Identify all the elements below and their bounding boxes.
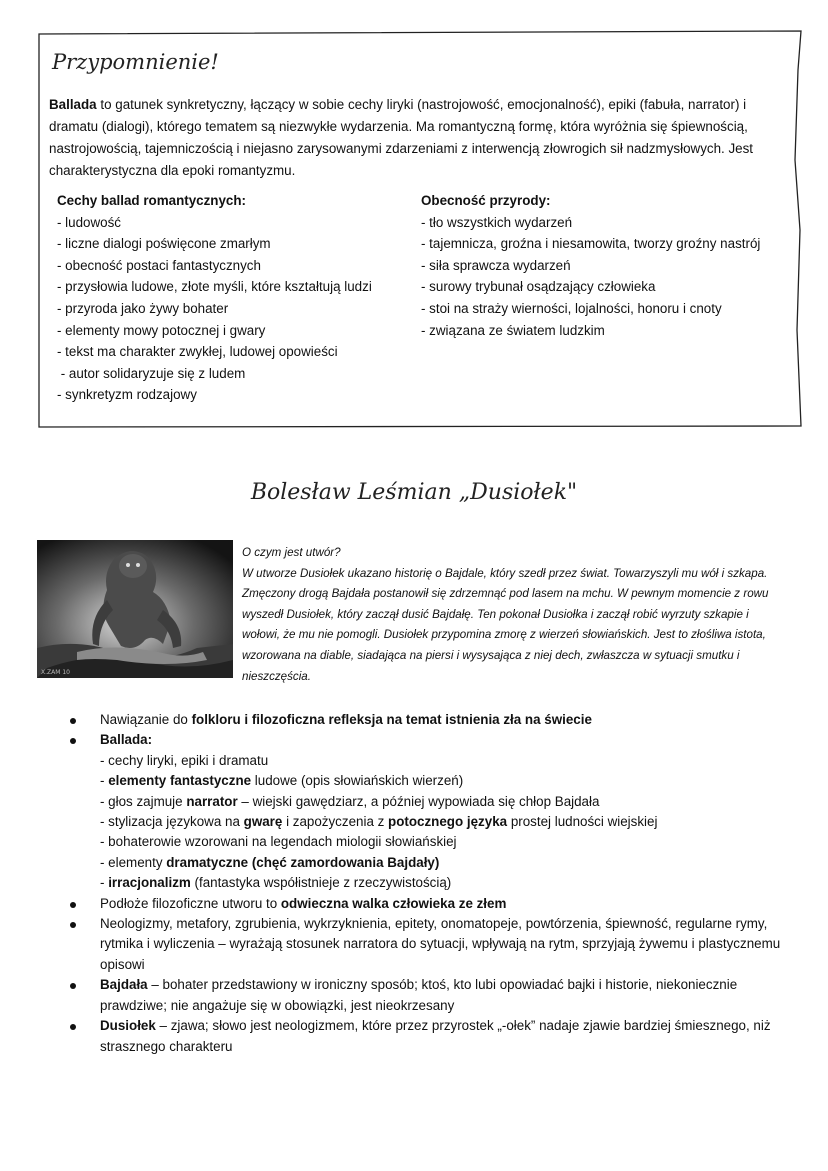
list-item: - tajemnicza, groźna i niesamowita, tworzy groźny nastrój — [421, 236, 761, 252]
reminder-box — [37, 30, 803, 428]
bullet-icon — [70, 738, 76, 744]
list-item: Bajdała – bohater przedstawiony w ironiczny sposób; ktoś, kto lubi opowiadać bajki i historie, niekoniecznie prawdziwe; nie angażuje się w obowiązki, jest nieokrzesany — [70, 975, 790, 1016]
summary-question: O czym jest utwór? — [242, 546, 341, 559]
sublist-item: - głos zajmuje narrator – wiejski gawędziarz, a później wypowiada się chłop Bajdała — [100, 793, 600, 809]
analysis-list — [70, 710, 790, 1057]
illustration-signature: X.ZAM 10 — [41, 669, 70, 676]
sublist-item: - elementy dramatyczne (chęć zamordowania Bajdały) — [100, 854, 440, 870]
text: Nawiązanie do — [100, 712, 192, 727]
list-item: - ludowość — [57, 214, 122, 230]
list-item: Dusiołek – zjawa; słowo jest neologizmem, które przez przyrostek „-ołek” nadaje zjawie bardziej śmiesznego, niż strasznego charakteru — [70, 1016, 790, 1057]
bullet-icon — [70, 1024, 76, 1030]
list-item — [70, 730, 790, 893]
list-item: - elementy mowy potocznej i gwary — [57, 322, 266, 338]
work-summary — [242, 543, 780, 687]
list-item: - przysłowia ludowe, złote myśli, które kształtują ludzi — [57, 279, 372, 295]
summary-text: W utworze Dusiołek ukazano historię o Bajdale, który szedł przez świat. Towarzyszyli mu wół i szkapa. Zmęczony drogą Bajdała postanowił się zdrzemnąć pod lasem na mchu. W pewnym momencie z rowu wyszedł Dusiołek, który zaczął dusić Bajdałę. Ten pokonał Dusiołka i zaczął robić wyrzuty szkapie i wołowi, że mu nie pomogli. Dusiołek przypomina zmorę z wierzeń słowiańskich. Jest to złośliwa istota, wzorowana na diable, siadająca na piersi i wysysająca z niej dech, zwłaszcza w sytuacji smutku i nieszczęścia. — [242, 566, 769, 683]
emphasis: Ballada: — [100, 732, 153, 748]
ballad-term: Ballada — [49, 97, 97, 112]
list-item: - tło wszystkich wydarzeń — [421, 214, 573, 230]
sublist-item: - cechy liryki, epiki i dramatu — [100, 752, 269, 768]
ballad-definition-text: to gatunek synkretyczny, łączący w sobie cechy liryki (nastrojowość, emocjonalność), epiki (fabuła, narrator) i dramatu (dialogi), którego tematem są niezwykłe wydarzenia. Ma romantyczną formę, która wyróżnia się śpiewnością, nastrojowością, tajemniczością i niejasno zarysowanymi zdarzeniami z interwencją złowrogich sił nadzmysłowych. Jest charakterystyczna dla epoki romantyzmu. — [49, 97, 754, 178]
features-list — [57, 212, 417, 406]
list-item: - przyroda jako żywy bohater — [57, 300, 229, 316]
list-item: - synkretyzm rodzajowy — [57, 387, 197, 403]
list-item: - związana ze światem ludzkim — [421, 322, 605, 338]
list-item — [70, 710, 790, 730]
list-item: - tekst ma charakter zwykłej, ludowej opowieści — [57, 344, 338, 360]
ballad-definition — [49, 94, 793, 182]
bullet-icon — [70, 922, 76, 928]
list-item: Podłoże filozoficzne utworu to odwieczna walka człowieka ze złem — [70, 894, 790, 914]
sublist-item: - bohaterowie wzorowani na legendach miologii słowiańskiej — [100, 834, 457, 850]
nature-heading: Obecność przyrody: — [421, 193, 551, 208]
bullet-icon — [70, 983, 76, 989]
bullet-icon — [70, 718, 76, 724]
work-title: Bolesław Leśmian „Dusiołek" — [250, 480, 578, 505]
list-item: - surowy trybunał osądzający człowieka — [421, 279, 656, 295]
list-item: - obecność postaci fantastycznych — [57, 257, 261, 273]
bullet-icon — [70, 902, 76, 908]
sublist-item: - irracjonalizm (fantastyka współistnieje z rzeczywistością) — [100, 875, 452, 891]
dusiolek-illustration — [37, 540, 233, 678]
sublist — [100, 751, 790, 894]
list-item: - autor solidaryzuje się z ludem — [57, 365, 246, 381]
reminder-title: Przypomnienie! — [52, 50, 219, 74]
sublist-item: - elementy fantastyczne ludowe (opis słowiańskich wierzeń) — [100, 773, 464, 789]
nature-list — [421, 212, 799, 342]
romantic-ballad-features — [57, 190, 417, 406]
list-item: Neologizmy, metafory, zgrubienia, wykrzyknienia, epitety, onomatopeje, powtórzenia, śpiewność, regularne rymy, rytmika i wyliczenia – wyrażają stosunek narratora do sytuacji, wpływają na rytm, sprzyjają żywemu i plastycznemu opisowi — [70, 914, 790, 975]
emphasis: folkloru i filozoficzna refleksja na temat istnienia zła na świecie — [191, 712, 592, 727]
sublist-item: - stylizacja językowa na gwarę i zapożyczenia z potocznego języka prostej ludności wiejskiej — [100, 814, 658, 830]
list-item: - siła sprawcza wydarzeń — [421, 257, 571, 273]
features-heading: Cechy ballad romantycznych: — [57, 193, 247, 208]
list-item: - stoi na straży wierności, lojalności, honoru i cnoty — [421, 300, 722, 316]
nature-presence — [421, 190, 799, 341]
list-item: - liczne dialogi poświęcone zmarłym — [57, 236, 271, 252]
